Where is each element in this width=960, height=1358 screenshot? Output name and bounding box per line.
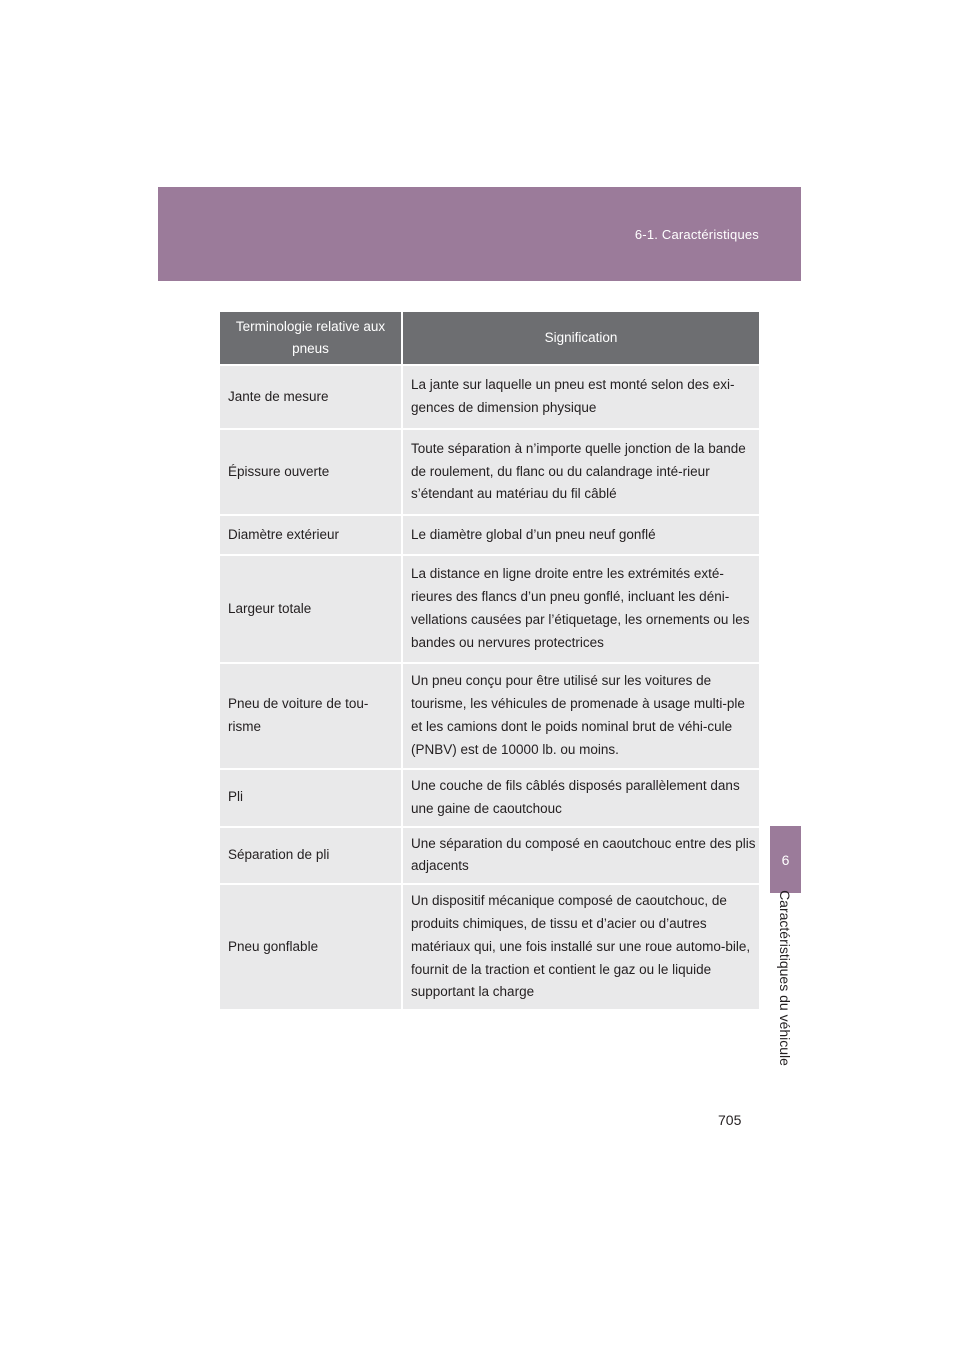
section-title: 6-1. Caractéristiques	[634, 227, 759, 242]
term-cell: Pneu de voiture de tou-risme	[220, 663, 402, 769]
term-cell: Pli	[220, 769, 402, 827]
term-cell: Diamètre extérieur	[220, 515, 402, 555]
chapter-label: Caractéristiques du véhicule	[777, 890, 793, 1066]
meaning-cell: Toute séparation à n’importe quelle jonction de la bande de roulement, du flanc ou du calandrage inté-rieur s’étendant au matériau du fil câblé	[402, 429, 759, 515]
term-cell: Séparation de pli	[220, 827, 402, 885]
chapter-number: 6	[781, 852, 790, 868]
meaning-cell: Une séparation du composé en caoutchouc entre des plis adjacents	[402, 827, 759, 885]
term-cell: Pneu gonflable	[220, 884, 402, 1009]
term-cell: Jante de mesure	[220, 365, 402, 429]
meaning-cell: Une couche de fils câblés disposés parallèlement dans une gaine de caoutchouc	[402, 769, 759, 827]
tire-terminology-table	[220, 312, 759, 1009]
table-row	[220, 429, 759, 515]
table-header-row	[220, 312, 759, 365]
table-row	[220, 769, 759, 827]
table-row	[220, 827, 759, 885]
column-header-term: Terminologie relative aux pneus	[220, 312, 402, 365]
section-header-band	[158, 187, 801, 281]
meaning-cell: La jante sur laquelle un pneu est monté selon des exi-gences de dimension physique	[402, 365, 759, 429]
column-header-meaning: Signification	[402, 312, 759, 365]
chapter-tab	[770, 826, 801, 893]
table-row	[220, 515, 759, 555]
meaning-cell: La distance en ligne droite entre les extrémités exté-rieures des flancs d’un pneu gonflé, incluant les déni-vellations causées par l’étiquetage, les ornements ou les bandes ou nervures protectrices	[402, 555, 759, 663]
table-row	[220, 365, 759, 429]
meaning-cell: Un pneu conçu pour être utilisé sur les voitures de tourisme, les véhicules de promenade à usage multi-ple et les camions dont le poids nominal brut de véhi-cule (PNBV) est de 10000 lb. ou moins.	[402, 663, 759, 769]
table-row	[220, 884, 759, 1009]
term-cell: Épissure ouverte	[220, 429, 402, 515]
meaning-cell: Le diamètre global d’un pneu neuf gonflé	[402, 515, 759, 555]
page-number: 705	[718, 1112, 742, 1128]
term-cell: Largeur totale	[220, 555, 402, 663]
table-row	[220, 555, 759, 663]
meaning-cell: Un dispositif mécanique composé de caoutchouc, de produits chimiques, de tissu et d’acier ou d’autres matériaux qui, une fois installé sur une roue automo-bile, fournit de la traction et contient le gaz ou le liquide supportant la charge	[402, 884, 759, 1009]
table-row	[220, 663, 759, 769]
